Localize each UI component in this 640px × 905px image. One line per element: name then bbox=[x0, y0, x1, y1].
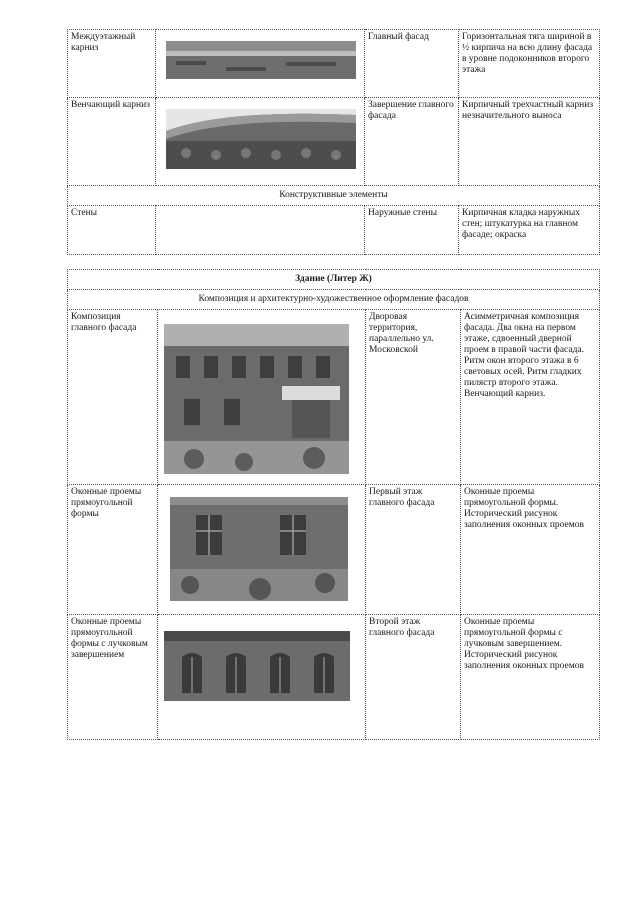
element-description: Оконные проемы прямоугольной формы. Исторический рисунок заполнения оконных проемов bbox=[461, 485, 600, 615]
elements-table-top bbox=[67, 29, 600, 255]
photo-cell bbox=[158, 310, 366, 485]
building-table bbox=[67, 269, 600, 740]
photo-cell bbox=[158, 485, 366, 615]
table-row bbox=[68, 98, 600, 186]
second-floor-windows-photo bbox=[164, 631, 350, 701]
element-name: Стены bbox=[68, 206, 156, 255]
facade-photo bbox=[164, 324, 349, 474]
element-name: Венчающий карниз bbox=[68, 98, 156, 186]
element-description: Кирпичный трехчастный карниз незначительного выноса bbox=[459, 98, 600, 186]
section-header: Композиция и архитектурно-художественное оформление фасадов bbox=[68, 290, 600, 310]
table-row bbox=[68, 206, 600, 255]
photo-cell bbox=[156, 30, 365, 98]
photo-cell bbox=[158, 615, 366, 740]
element-location: Наружные стены bbox=[365, 206, 459, 255]
table-row bbox=[68, 30, 600, 98]
building-title: Здание (Литер Ж) bbox=[68, 270, 600, 290]
element-description: Горизонтальная тяга шириной в ½ кирпича на всю длину фасада в уровне подоконников второго этажа bbox=[459, 30, 600, 98]
table-row bbox=[68, 485, 600, 615]
table-row bbox=[68, 615, 600, 740]
photo-cell-empty bbox=[156, 206, 365, 255]
element-description: Асимметричная композиция фасада. Два окна на первом этаже, сдвоенный дверной проем в правой части фасада. Ритм окон второго этажа в 6 световых осей. Ритм гладких пилястр второго этажа. Венчающий карниз. bbox=[461, 310, 600, 485]
element-location: Второй этаж главного фасада bbox=[366, 615, 461, 740]
element-location: Завершение главного фасада bbox=[365, 98, 459, 186]
photo-cell bbox=[156, 98, 365, 186]
element-location: Дворовая территория, параллельно ул. Московской bbox=[366, 310, 461, 485]
table-row bbox=[68, 310, 600, 485]
element-location: Главный фасад bbox=[365, 30, 459, 98]
element-name: Композиция главного фасада bbox=[68, 310, 158, 485]
section-header: Конструктивные элементы bbox=[68, 186, 600, 206]
cornice-photo bbox=[166, 41, 356, 79]
first-floor-windows-photo bbox=[170, 497, 348, 601]
element-name: Оконные проемы прямоугольной формы bbox=[68, 485, 158, 615]
element-name: Оконные проемы прямоугольной формы с лучковым завершением bbox=[68, 615, 158, 740]
element-description: Кирпичная кладка наружных стен; штукатурка на главном фасаде; окраска bbox=[459, 206, 600, 255]
element-location: Первый этаж главного фасада bbox=[366, 485, 461, 615]
element-name: Междуэтажный карниз bbox=[68, 30, 156, 98]
element-description: Оконные проемы прямоугольной формы с лучковым завершением. Исторический рисунок заполнения оконных проемов bbox=[461, 615, 600, 740]
section-header-row bbox=[68, 186, 600, 206]
section-header-row bbox=[68, 290, 600, 310]
building-title-row bbox=[68, 270, 600, 290]
crowning-cornice-photo bbox=[166, 109, 356, 169]
